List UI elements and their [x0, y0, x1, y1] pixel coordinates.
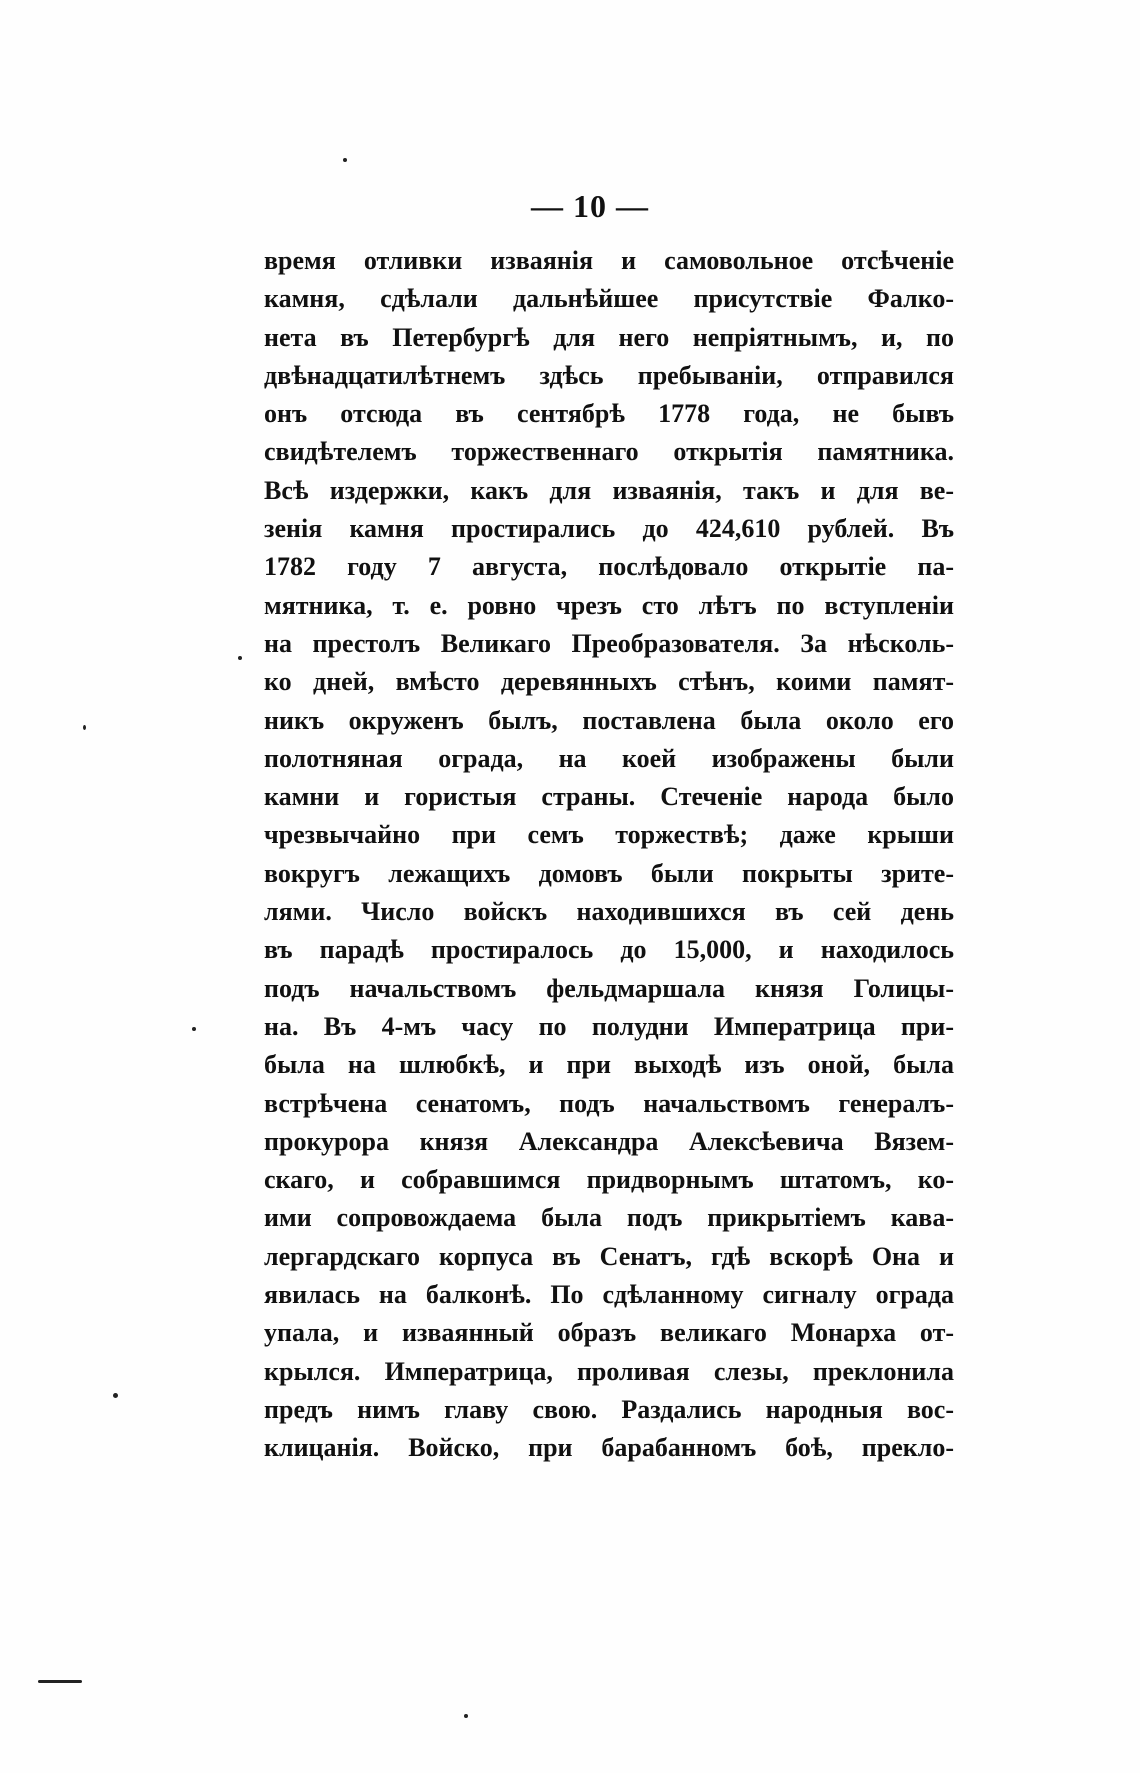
- page-number: — 10 —: [531, 188, 649, 224]
- scan-speck: [464, 1714, 468, 1718]
- scan-speck: [343, 158, 347, 162]
- text-line: ко дней, вмѣсто деревянныхъ стѣнъ, коими памят-: [264, 667, 954, 697]
- text-line: камни и гористыя страны. Стеченіе народа было: [264, 782, 954, 812]
- text-line: на. Въ 4-мъ часу по полудни Императрица при-: [264, 1011, 954, 1041]
- text-line: 1782 году 7 августа, послѣдовало открытіе па-: [264, 552, 954, 582]
- text-line: камня, сдѣлали дальнѣйшее присутствіе Фалко-: [264, 284, 954, 314]
- text-line: никъ окруженъ былъ, поставлена была около его: [264, 705, 954, 735]
- text-line: свидѣтелемъ торжественнаго открытія памятника.: [264, 437, 954, 467]
- text-line: въ парадѣ простиралось до 15,000, и находилось: [264, 935, 954, 965]
- scan-speck: [113, 1393, 118, 1398]
- text-line: явилась на балконѣ. По сдѣланному сигналу ограда: [264, 1280, 954, 1310]
- text-line: клицанія. Войско, при барабанномъ боѣ, прекло-: [264, 1433, 954, 1463]
- text-line: скаго, и собравшимся придворнымъ штатомъ, ко-: [264, 1165, 954, 1195]
- text-line: чрезвычайно при семъ торжествѣ; даже крыши: [264, 820, 954, 850]
- scan-mark: [38, 1680, 82, 1683]
- text-line: предъ нимъ главу свою. Раздались народныя вос-: [264, 1394, 954, 1424]
- text-line: встрѣчена сенатомъ, подъ начальствомъ генералъ-: [264, 1088, 954, 1118]
- text-line: упала, и изваянный образъ великаго Монарха от-: [264, 1318, 954, 1348]
- text-line: полотняная ограда, на коей изображены были: [264, 743, 954, 773]
- scan-speck: [238, 656, 242, 660]
- text-line: зенія камня простирались до 424,610 рублей. Въ: [264, 514, 954, 544]
- text-line: Всѣ издержки, какъ для изваянія, такъ и для ве-: [264, 475, 954, 505]
- text-line: вокругъ лежащихъ домовъ были покрыты зрите-: [264, 858, 954, 888]
- text-line: крылся. Императрица, проливая слезы, преклонила: [264, 1356, 954, 1386]
- text-line: время отливки изваянія и самовольное отсѣченіе: [264, 246, 954, 275]
- text-line: ими сопровождаема была подъ прикрытіемъ кава-: [264, 1203, 954, 1233]
- text-line: подъ начальствомъ фельдмаршала князя Голицы-: [264, 973, 954, 1003]
- text-line: мятника, т. е. ровно чрезъ сто лѣтъ по вступленіи: [264, 590, 954, 620]
- text-line: на престолъ Великаго Преобразователя. За нѣсколь-: [264, 628, 954, 658]
- body-text: [264, 242, 954, 1468]
- text-line: онъ отсюда въ сентябрѣ 1778 года, не бывъ: [264, 399, 954, 429]
- text-line: прокурора князя Александра Алексѣевича Вязем-: [264, 1126, 954, 1156]
- scan-speck: [192, 1027, 196, 1031]
- text-line: нета въ Петербургѣ для него непріятнымъ, и, по: [264, 322, 954, 352]
- text-line: двѣнадцатилѣтнемъ здѣсь пребываніи, отправился: [264, 360, 954, 390]
- scan-speck: [83, 725, 86, 730]
- text-line: лергардскаго корпуса въ Сенатъ, гдѣ вскорѣ Она и: [264, 1241, 954, 1271]
- text-line: лями. Число войскъ находившихся въ сей день: [264, 897, 954, 927]
- text-line: была на шлюбкѣ, и при выходѣ изъ оной, была: [264, 1050, 954, 1080]
